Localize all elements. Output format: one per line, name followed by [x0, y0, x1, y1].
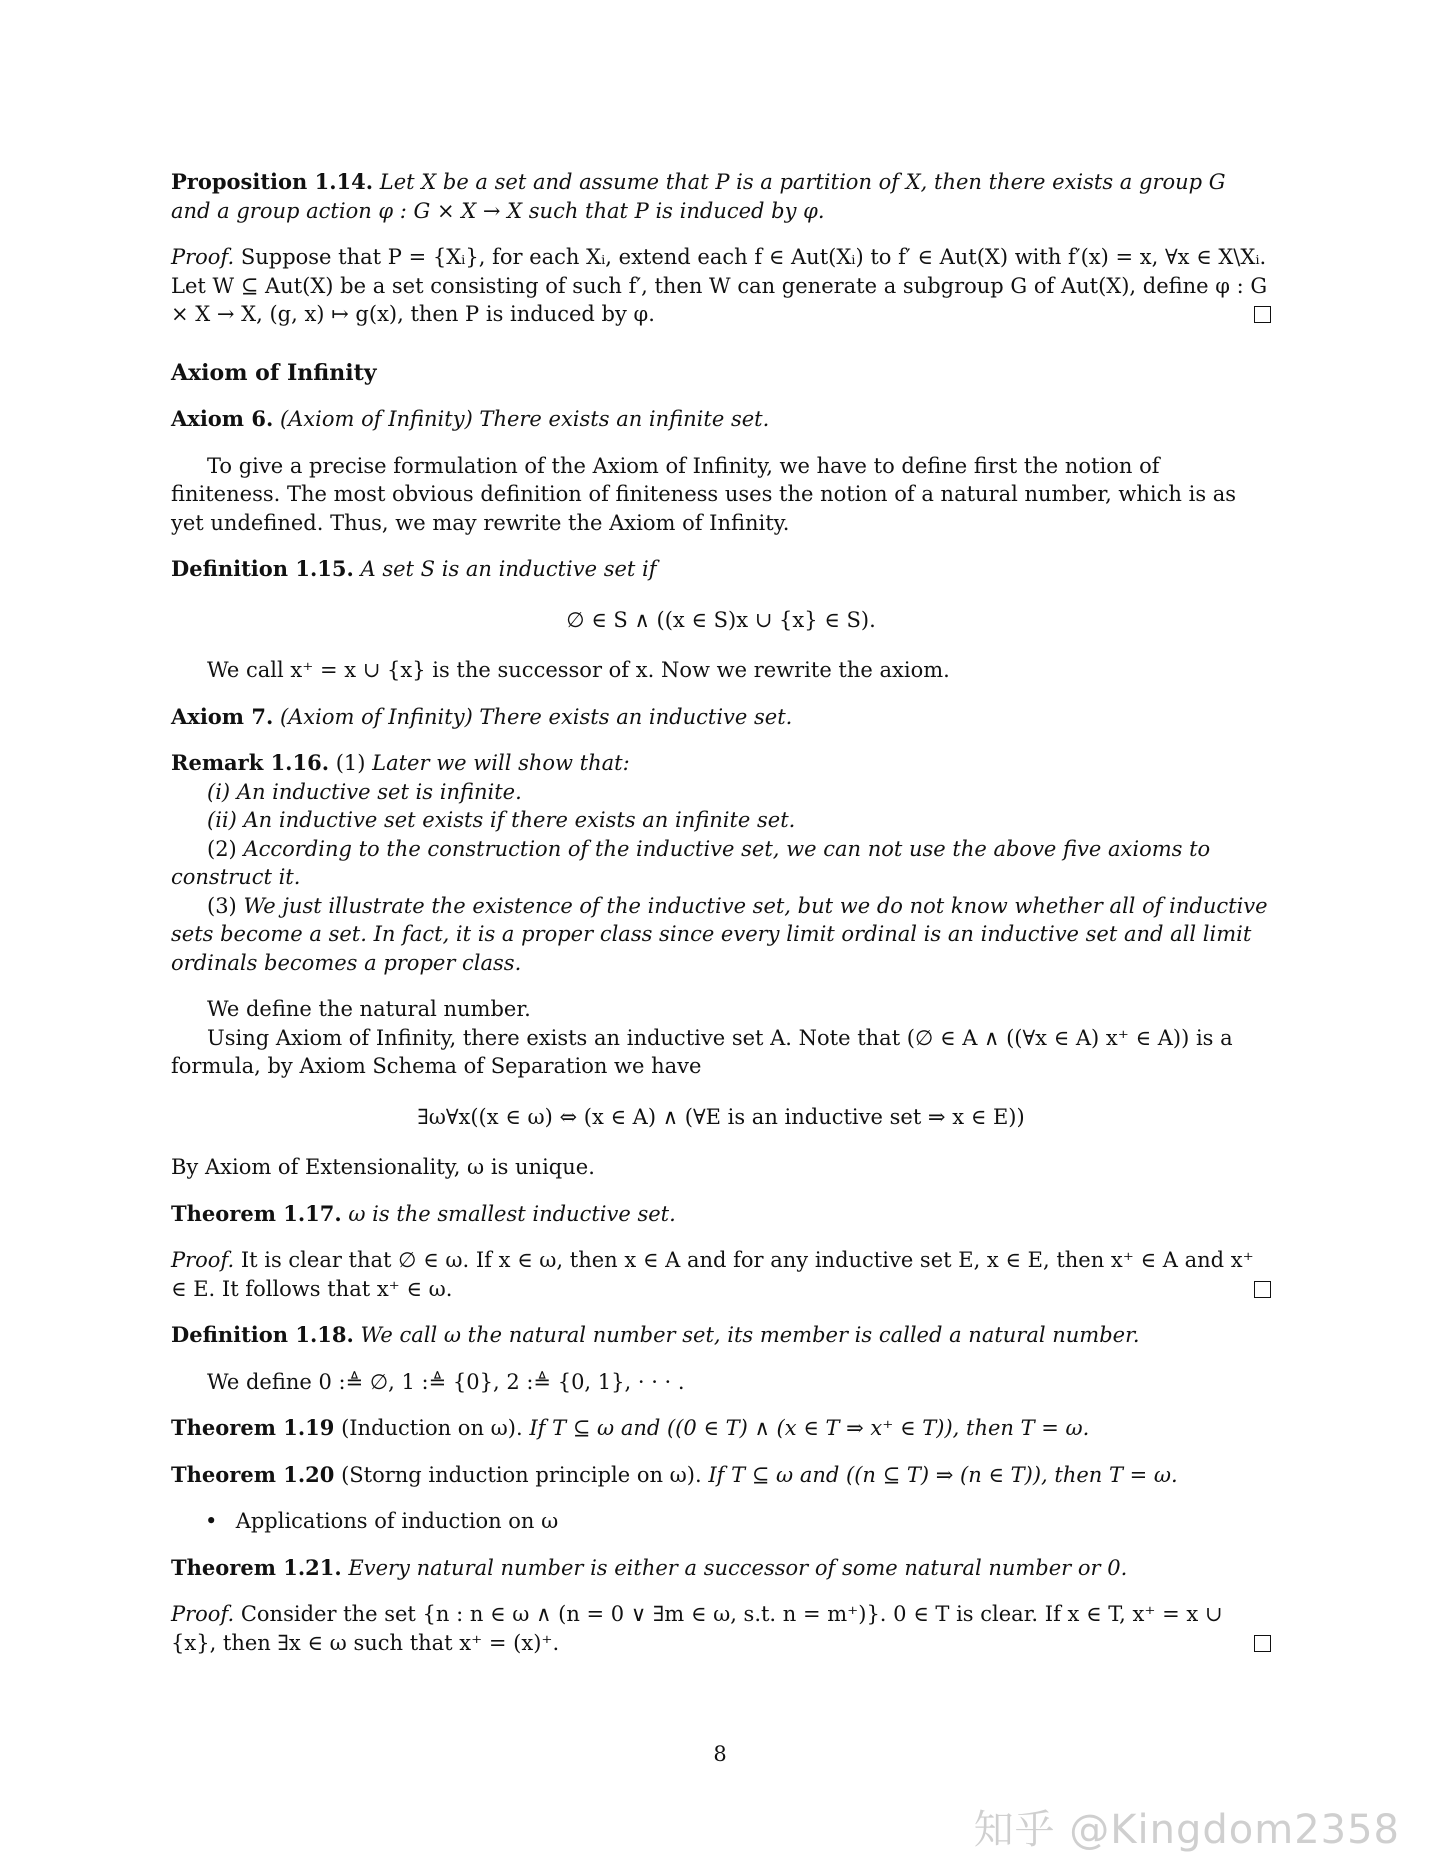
remark-label: Remark 1.16.	[171, 750, 330, 775]
paragraph-define-numbers: We define 0 :≜ ∅, 1 :≜ {0}, 2 :≜ {0, 1}, · · · .	[207, 1369, 685, 1394]
theorem-1-19	[171, 1414, 1271, 1443]
remark-line-1	[171, 749, 1271, 778]
section-title: Axiom of Infinity	[171, 359, 377, 386]
axiom-label: Axiom 7.	[171, 703, 274, 729]
theorem-label: Theorem 1.17.	[171, 1200, 342, 1226]
proposition-1-14	[171, 168, 1271, 225]
remark-line-3	[171, 892, 1271, 978]
proof-1	[171, 243, 1271, 329]
axiom-7	[171, 703, 1271, 732]
proposition-text: Let X be a set and assume that P is a partition of X, then there exists a group G and a group action φ : G × X → X such that P is induced by φ.	[171, 170, 1226, 223]
theorem-text: Every natural number is either a successor of some natural number or 0.	[348, 1555, 1128, 1580]
remark-line-2	[171, 835, 1271, 892]
bullet-text: Applications of induction on ω	[235, 1509, 559, 1533]
paragraph-finiteness: To give a precise formulation of the Axiom of Infinity, we have to define first the notion of finiteness. The most obvious definition of finiteness uses the notion of a natural number, which is as yet undefined. Thus, we may rewrite the Axiom of Infinity.	[171, 453, 1237, 535]
proof-text: Consider the set {n : n ∈ ω ∧ (n = 0 ∨ ∃m ∈ ω, s.t. n = m⁺)}. 0 ∈ T is clear. If x ∈ T, x⁺ = x ∪ {x}, then ∃x ∈ ω such that x⁺ = (x)⁺.	[171, 1602, 1223, 1655]
definition-label: Definition 1.15.	[171, 556, 354, 581]
theorem-text: If T ⊆ ω and ((0 ∈ T) ∧ (x ∈ T ⇒ x⁺ ∈ T)), then T = ω.	[529, 1416, 1090, 1440]
theorem-label: Theorem 1.19	[171, 1415, 335, 1440]
theorem-text: ω is the smallest inductive set.	[348, 1201, 676, 1226]
qed-box-icon	[1254, 1281, 1271, 1298]
proof-label: Proof.	[171, 245, 235, 269]
theorem-1-21	[171, 1554, 1271, 1583]
axiom-text: (Axiom of Infinity) There exists an inductive set.	[279, 704, 793, 729]
definition-label: Definition 1.18.	[171, 1322, 354, 1347]
theorem-label: Theorem 1.21.	[171, 1554, 342, 1580]
axiom-label: Axiom 6.	[171, 406, 274, 431]
remark-num-1: (1)	[335, 751, 366, 775]
axiom-text: (Axiom of Infinity) There exists an infinite set.	[279, 407, 770, 431]
proof-label: Proof.	[171, 1602, 235, 1626]
theorem-paren: (Storng induction principle on ω).	[341, 1462, 702, 1487]
definition-1-18	[171, 1321, 1271, 1350]
definition-1-15	[171, 555, 1271, 584]
watermark: 知乎 @Kingdom2358	[973, 1807, 1400, 1853]
axiom-6	[171, 405, 1271, 434]
qed-box-icon	[1254, 306, 1271, 323]
bullet-icon: •	[205, 1509, 218, 1533]
paragraph-successor: We call x⁺ = x ∪ {x} is the successor of x. Now we rewrite the axiom.	[207, 658, 950, 682]
proof-3	[171, 1600, 1271, 1657]
page-content	[171, 168, 1271, 1657]
paragraph-separation: Using Axiom of Infinity, there exists an inductive set A. Note that (∅ ∈ A ∧ ((∀x ∈ A) x⁺ ∈ A)) is a formula, by Axiom Schema of Separation we have	[171, 1025, 1233, 1078]
proposition-label: Proposition 1.14.	[171, 169, 374, 194]
definition-text: We call ω the natural number set, its member is called a natural number.	[360, 1323, 1140, 1347]
theorem-text: If T ⊆ ω and ((n ⊆ T) ⇒ (n ∈ T)), then T = ω.	[708, 1462, 1178, 1487]
theorem-label: Theorem 1.20	[171, 1461, 335, 1487]
paragraph-natural-number: We define the natural number.	[207, 997, 531, 1021]
proof-2	[171, 1246, 1271, 1303]
formula-omega: ∃ω∀x((x ∈ ω) ⇔ (x ∈ A) ∧ (∀E is an inductive set ⇒ x ∈ E))	[417, 1104, 1025, 1129]
proof-text: Suppose that P = {Xᵢ}, for each Xᵢ, extend each f ∈ Aut(Xᵢ) to f′ ∈ Aut(X) with f′(x) = x, ∀x ∈ X\Xᵢ. Let W ⊆ Aut(X) be a set consisting of such f′, then W can generate a subgroup G of Aut(X), define φ : G × X → X, (g, x) ↦ g(x), then P is induced by φ.	[171, 245, 1268, 326]
remark-text-3: We just illustrate the existence of the inductive set, but we do not know whether all of inductive sets become a set. In fact, it is a proper class since every limit ordinal is an inductive set and all limit ordinals becomes a proper class.	[171, 893, 1268, 975]
formula-inductive-set: ∅ ∈ S ∧ ((x ∈ S)x ∪ {x} ∈ S).	[566, 607, 876, 632]
page-number: 8	[713, 1742, 727, 1766]
remark-item-ii: (ii) An inductive set exists if there exists an infinite set.	[207, 808, 796, 832]
proof-text: It is clear that ∅ ∈ ω. If x ∈ ω, then x ∈ A and for any inductive set E, x ∈ E, then x⁺ ∈ A and x⁺ ∈ E. It follows that x⁺ ∈ ω.	[171, 1248, 1254, 1301]
bullet-item	[171, 1507, 1271, 1536]
theorem-1-20	[171, 1461, 1271, 1490]
paragraph-extensionality: By Axiom of Extensionality, ω is unique.	[171, 1155, 595, 1179]
definition-text: A set S is an inductive set if	[360, 557, 657, 581]
remark-text-2: According to the construction of the inductive set, we can not use the above five axioms to construct it.	[171, 836, 1211, 889]
proof-label: Proof.	[171, 1248, 235, 1272]
remark-item-i: (i) An inductive set is infinite.	[207, 779, 522, 804]
remark-text-1: Later we will show that:	[372, 751, 630, 775]
theorem-paren: (Induction on ω).	[341, 1416, 523, 1440]
remark-num-2: (2)	[207, 836, 237, 861]
remark-1-16	[171, 749, 1271, 977]
qed-box-icon	[1254, 1635, 1271, 1652]
theorem-1-17	[171, 1200, 1271, 1229]
remark-num-3: (3)	[207, 893, 237, 918]
